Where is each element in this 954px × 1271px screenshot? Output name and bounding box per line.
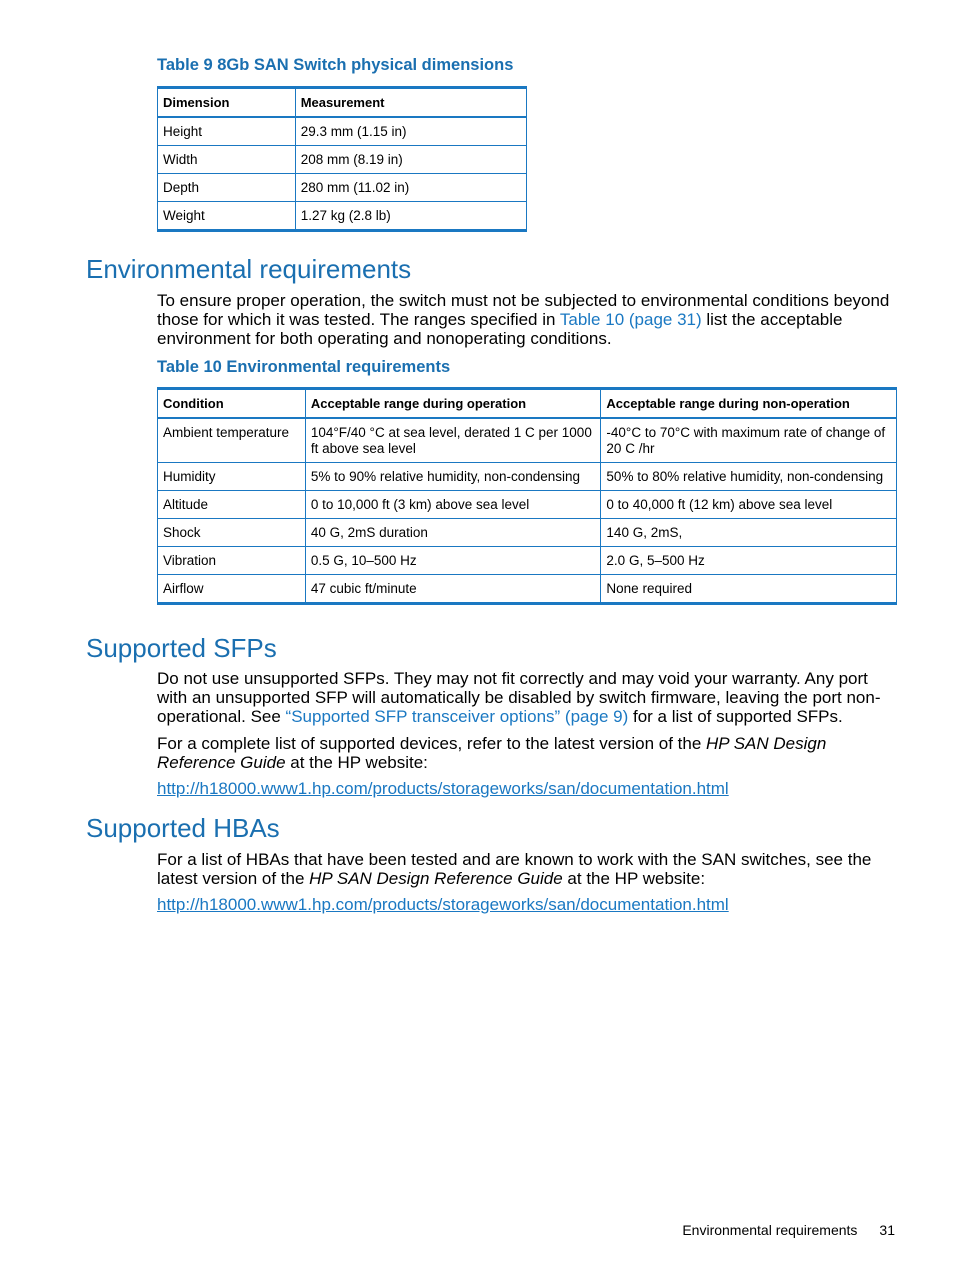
section-heading-environmental: Environmental requirements <box>86 254 412 284</box>
guide-title: HP SAN Design Reference Guide <box>157 734 827 772</box>
paragraph-text: list the acceptable environment for both operating and nonoperating conditions. <box>157 310 843 348</box>
table-cell: 5% to 90% relative humidity, non-condensing <box>305 463 601 491</box>
table-header-cell: Dimension <box>158 88 296 118</box>
hbas-paragraph <box>157 850 902 888</box>
table-cell: Weight <box>158 202 296 231</box>
paragraph-text: at the HP website: <box>285 753 428 772</box>
table-row <box>158 491 897 519</box>
table-cell: Altitude <box>158 491 306 519</box>
table-cell: Width <box>158 146 296 174</box>
table-cell: Airflow <box>158 575 306 604</box>
page-number: 31 <box>879 1222 895 1238</box>
table-cell: 50% to 80% relative humidity, non-condensing <box>601 463 897 491</box>
table-cell: 40 G, 2mS duration <box>305 519 601 547</box>
table-header-cell: Measurement <box>295 88 526 118</box>
table-cell: 1.27 kg (2.8 lb) <box>295 202 526 231</box>
table-cell: 0 to 40,000 ft (12 km) above sea level <box>601 491 897 519</box>
table-header-row <box>158 88 527 118</box>
documentation-url-link[interactable]: http://h18000.www1.hp.com/products/storageworks/san/documentation.html <box>157 779 729 798</box>
table-row <box>158 575 897 604</box>
table-header-cell: Acceptable range during non-operation <box>601 389 897 419</box>
paragraph-text: For a list of HBAs that have been tested and are known to work with the SAN switches, see the latest version of the <box>157 850 872 888</box>
table-cell: 140 G, 2mS, <box>601 519 897 547</box>
table-header-cell: Condition <box>158 389 306 419</box>
table-cell: Shock <box>158 519 306 547</box>
table-cell: 280 mm (11.02 in) <box>295 174 526 202</box>
table-cell: 104°F/40 °C at sea level, derated 1 C per 1000 ft above sea level <box>305 418 601 463</box>
table-cell: -40°C to 70°C with maximum rate of change of 20 C /hr <box>601 418 897 463</box>
table10-cross-reference-link[interactable]: Table 10 (page 31) <box>559 310 702 329</box>
table-cell: 0 to 10,000 ft (3 km) above sea level <box>305 491 601 519</box>
section-heading-supported-hbas: Supported HBAs <box>86 813 280 843</box>
table-cell: Vibration <box>158 547 306 575</box>
paragraph-text: To ensure proper operation, the switch must not be subjected to environmental conditions beyond those for which it was tested. The ranges specified in <box>157 291 890 329</box>
paragraph-text: for a list of supported SFPs. <box>628 707 843 726</box>
environmental-paragraph <box>157 291 902 348</box>
sfps-paragraph-1 <box>157 669 902 726</box>
table-row <box>158 463 897 491</box>
table9-physical-dimensions <box>157 86 527 232</box>
table-row <box>158 519 897 547</box>
table-cell: Ambient temperature <box>158 418 306 463</box>
table-cell: 0.5 G, 10–500 Hz <box>305 547 601 575</box>
hbas-url-paragraph <box>157 895 902 914</box>
table-row <box>158 547 897 575</box>
sfps-paragraph-2 <box>157 734 902 772</box>
table-cell: 208 mm (8.19 in) <box>295 146 526 174</box>
table-row <box>158 117 527 146</box>
section-heading-supported-sfps: Supported SFPs <box>86 633 277 663</box>
table-cell: 29.3 mm (1.15 in) <box>295 117 526 146</box>
table-cell: 2.0 G, 5–500 Hz <box>601 547 897 575</box>
sfps-url-paragraph <box>157 779 902 798</box>
table-cell: 47 cubic ft/minute <box>305 575 601 604</box>
table-header-row <box>158 389 897 419</box>
table-cell: Humidity <box>158 463 306 491</box>
paragraph-text: at the HP website: <box>562 869 706 888</box>
documentation-url-link[interactable]: http://h18000.www1.hp.com/products/storageworks/san/documentation.html <box>157 895 729 914</box>
sfp-options-cross-reference-link[interactable]: “Supported SFP transceiver options” (page 9) <box>285 707 629 726</box>
table9-caption: Table 9 8Gb SAN Switch physical dimensions <box>157 56 514 74</box>
table-row <box>158 202 527 231</box>
paragraph-text: For a complete list of supported devices, refer to the latest version of the <box>157 734 706 753</box>
table-row <box>158 146 527 174</box>
table-header-cell: Acceptable range during operation <box>305 389 601 419</box>
paragraph-text: Do not use unsupported SFPs. They may not fit correctly and may void your warranty. Any port with an unsupported SFP will automatically be disabled by switch firmware, leaving the port non-operational. See <box>157 669 881 726</box>
table-cell: None required <box>601 575 897 604</box>
table-row <box>158 174 527 202</box>
footer-section-title: Environmental requirements <box>682 1222 858 1238</box>
table10-environmental-requirements <box>157 387 897 605</box>
page-footer <box>600 1222 895 1238</box>
table-row <box>158 418 897 463</box>
table-cell: Depth <box>158 174 296 202</box>
table-cell: Height <box>158 117 296 146</box>
table10-caption: Table 10 Environmental requirements <box>157 358 451 376</box>
guide-title: HP SAN Design Reference Guide <box>309 869 563 888</box>
